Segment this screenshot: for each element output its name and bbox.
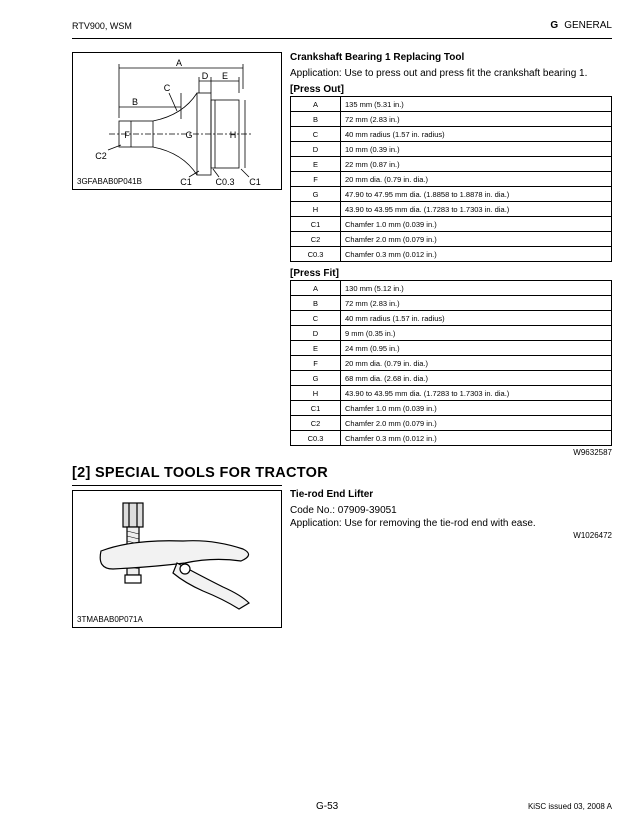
tierod-tool-drawing xyxy=(73,491,281,627)
spec-key: B xyxy=(291,112,341,127)
dim-label-h: H xyxy=(229,130,237,140)
dim-label-f: F xyxy=(124,130,130,140)
header-section xyxy=(550,20,612,31)
crankshaft-tool-title: Crankshaft Bearing 1 Replacing Tool xyxy=(290,52,465,63)
spec-row xyxy=(291,187,612,202)
crankshaft-ref-code: W9632587 xyxy=(573,448,612,457)
tierod-figure-caption: 3TMABAB0P071A xyxy=(77,615,143,624)
section-title: [2] SPECIAL TOOLS FOR TRACTOR xyxy=(72,465,329,481)
spec-value: 20 mm dia. (0.79 in. dia.) xyxy=(341,356,612,371)
spec-value: 130 mm (5.12 in.) xyxy=(341,281,612,296)
header-model: RTV900, WSM xyxy=(72,21,132,31)
header-section-letter: G xyxy=(550,20,559,31)
figure-caption: 3GFABAB0P041B xyxy=(77,177,142,186)
spec-key: E xyxy=(291,341,341,356)
spec-key: A xyxy=(291,97,341,112)
spec-key: C0.3 xyxy=(291,431,341,446)
spec-value: 72 mm (2.83 in.) xyxy=(341,296,612,311)
spec-key: C2 xyxy=(291,232,341,247)
spec-value: Chamfer 1.0 mm (0.039 in.) xyxy=(341,401,612,416)
spec-row xyxy=(291,157,612,172)
spec-value: 68 mm dia. (2.68 in. dia.) xyxy=(341,371,612,386)
tierod-code: Code No.: 07909-39051 xyxy=(290,505,397,516)
spec-row xyxy=(291,217,612,232)
spec-key: H xyxy=(291,202,341,217)
spec-row xyxy=(291,247,612,262)
spec-row xyxy=(291,356,612,371)
spec-value: 40 mm radius (1.57 in. radius) xyxy=(341,127,612,142)
spec-row xyxy=(291,311,612,326)
spec-key: C2 xyxy=(291,416,341,431)
crankshaft-tool-application: Application: Use to press out and press fit the crankshaft bearing 1. xyxy=(290,68,588,79)
dim-label-c1-left: C1 xyxy=(180,177,192,187)
tierod-ref-code: W1026472 xyxy=(573,531,612,540)
spec-key: E xyxy=(291,157,341,172)
spec-key: G xyxy=(291,371,341,386)
spec-row xyxy=(291,202,612,217)
spec-key: A xyxy=(291,281,341,296)
spec-row xyxy=(291,232,612,247)
dim-label-a: A xyxy=(175,58,183,68)
spec-key: C xyxy=(291,127,341,142)
spec-value: 24 mm (0.95 in.) xyxy=(341,341,612,356)
spec-value: 10 mm (0.39 in.) xyxy=(341,142,612,157)
spec-row xyxy=(291,127,612,142)
spec-row xyxy=(291,172,612,187)
spec-row xyxy=(291,431,612,446)
press-out-heading: [Press Out] xyxy=(290,84,344,95)
spec-key: F xyxy=(291,356,341,371)
dim-label-c03: C0.3 xyxy=(215,177,235,187)
tierod-tool-title: Tie-rod End Lifter xyxy=(290,489,374,500)
section-rule xyxy=(72,485,282,486)
press-out-table xyxy=(290,96,612,262)
spec-row xyxy=(291,296,612,311)
spec-row xyxy=(291,341,612,356)
tierod-application: Application: Use for removing the tie-rod end with ease. xyxy=(290,518,536,529)
crankshaft-tool-figure xyxy=(72,52,282,190)
spec-value: 20 mm dia. (0.79 in. dia.) xyxy=(341,172,612,187)
spec-value: 47.90 to 47.95 mm dia. (1.8858 to 1.8878 in. dia.) xyxy=(341,187,612,202)
dim-label-d: D xyxy=(201,71,209,81)
spec-value: Chamfer 0.3 mm (0.012 in.) xyxy=(341,431,612,446)
page-number: G-53 xyxy=(316,801,339,812)
spec-value: Chamfer 2.0 mm (0.079 in.) xyxy=(341,232,612,247)
dim-label-e: E xyxy=(221,71,229,81)
spec-value: 72 mm (2.83 in.) xyxy=(341,112,612,127)
spec-row xyxy=(291,281,612,296)
dim-label-c2: C2 xyxy=(95,151,107,161)
spec-key: B xyxy=(291,296,341,311)
spec-value: Chamfer 2.0 mm (0.079 in.) xyxy=(341,416,612,431)
spec-value: 40 mm radius (1.57 in. radius) xyxy=(341,311,612,326)
spec-value: 135 mm (5.31 in.) xyxy=(341,97,612,112)
header-rule xyxy=(72,38,612,39)
spec-value: Chamfer 1.0 mm (0.039 in.) xyxy=(341,217,612,232)
spec-value: 9 mm (0.35 in.) xyxy=(341,326,612,341)
tierod-tool-figure xyxy=(72,490,282,628)
spec-key: C1 xyxy=(291,401,341,416)
spec-row xyxy=(291,112,612,127)
spec-row xyxy=(291,371,612,386)
dim-label-b: B xyxy=(131,97,139,107)
spec-key: C0.3 xyxy=(291,247,341,262)
spec-row xyxy=(291,416,612,431)
spec-key: C1 xyxy=(291,217,341,232)
press-fit-heading: [Press Fit] xyxy=(290,268,339,279)
crankshaft-tool-drawing xyxy=(73,53,281,189)
dim-label-c: C xyxy=(163,83,171,93)
spec-row xyxy=(291,401,612,416)
spec-row xyxy=(291,326,612,341)
spec-key: D xyxy=(291,142,341,157)
spec-row xyxy=(291,97,612,112)
spec-key: F xyxy=(291,172,341,187)
issue-info: KiSC issued 03, 2008 A xyxy=(527,802,612,811)
spec-key: H xyxy=(291,386,341,401)
spec-row xyxy=(291,142,612,157)
header-section-name: GENERAL xyxy=(564,20,612,31)
dim-label-c1-right: C1 xyxy=(249,177,261,187)
spec-key: C xyxy=(291,311,341,326)
dim-label-g: G xyxy=(185,130,193,140)
spec-value: 22 mm (0.87 in.) xyxy=(341,157,612,172)
spec-value: 43.90 to 43.95 mm dia. (1.7283 to 1.7303 in. dia.) xyxy=(341,386,612,401)
spec-row xyxy=(291,386,612,401)
spec-key: D xyxy=(291,326,341,341)
spec-key: G xyxy=(291,187,341,202)
press-fit-table xyxy=(290,280,612,446)
spec-value: 43.90 to 43.95 mm dia. (1.7283 to 1.7303 in. dia.) xyxy=(341,202,612,217)
spec-value: Chamfer 0.3 mm (0.012 in.) xyxy=(341,247,612,262)
